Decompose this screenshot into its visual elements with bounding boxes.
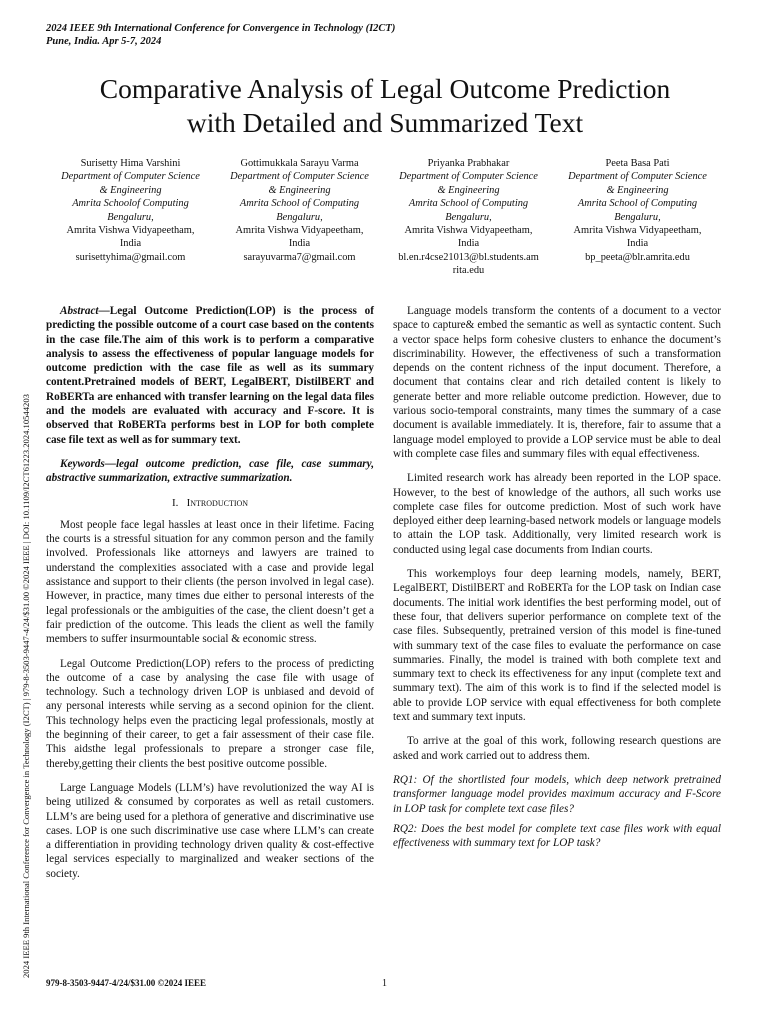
keywords <box>46 457 374 486</box>
author-dept-2: & Engineering <box>437 184 500 196</box>
author-city: Bengaluru, <box>276 211 323 223</box>
footer-isbn: 979-8-3503-9447-4/24/$31.00 ©2024 IEEE <box>46 978 206 988</box>
author-dept-2: & Engineering <box>99 184 162 196</box>
keywords-text: —legal outcome prediction, case file, case summary, abstractive summarization, extractive summarization. <box>46 457 374 485</box>
author-dept-2: & Engineering <box>268 184 331 196</box>
author-dept: Department of Computer Science <box>230 171 369 183</box>
author-institution: Amrita School of Computing <box>239 198 360 210</box>
author-name: Surisetty Hima Varshini <box>80 158 181 169</box>
author-university: Amrita Vishwa Vidyapeetham, <box>573 225 702 237</box>
author-email: bl.en.r4cse21013@bl.students.am <box>398 251 539 263</box>
paragraph: Most people face legal hassles at least once in their lifetime. Facing the courts is a stressful situation for any common person and the family involved. Professionals like attorneys and lawyers are trained to understand the complexities associated with a case and provide legal assistance and support to their clients (the person involved in legal case). However, in practice, many times due either to personal interests of the legal professionals or the ambiguities of the case, the client doesn’t get a fair prediction of the outcome. This leads the client as well the family members to suffer insurmountable social & economic stress. <box>46 518 374 646</box>
author-institution: Amrita Schoolof Computing <box>72 198 189 210</box>
abstract-label: Abstract <box>60 305 99 317</box>
author-institution: Amrita School of Computing <box>408 198 529 210</box>
author-2 <box>215 157 384 278</box>
abstract-text: —Legal Outcome Prediction(LOP) is the process of predicting the possible outcome of a court case based on the contents in the case file.The aim of this work is to perform a comparative analysis to assess the effectiveness of popular language models for outcome prediction with the case file as well as its summary content.Pretrained models of BERT, LegalBERT, DistilBERT and RoBERTa are enhanced with transfer learning on the legal data files and the models are evaluated with accuracy and F-score. It is observed that RoBERTa performs best in LOP for both complete case file text as well as for summary text. <box>46 305 374 446</box>
author-dept: Department of Computer Science <box>61 171 200 183</box>
left-column <box>46 304 374 891</box>
title-line-2: with Detailed and Summarized Text <box>186 107 584 138</box>
author-1 <box>46 157 215 278</box>
author-university: Amrita Vishwa Vidyapeetham, <box>235 225 364 237</box>
author-country: India <box>119 238 142 250</box>
section-heading-introduction <box>46 496 374 510</box>
author-email: sarayuvarma7@gmail.com <box>243 251 356 263</box>
author-email: bp_peeta@blr.amrita.edu <box>585 251 690 263</box>
paragraph: Large Language Models (LLM’s) have revolutionized the way AI is being utilized & consumed by corporates as well as retail customers. LLM’s are being used for a plethora of generative and discriminative use cases. LOP is one such discriminative use case where LLM’s can create a differentiation in providing technology driven quality & cost-effective legal services especially to marginalized and weaker sections of the society. <box>46 781 374 880</box>
paper-title <box>40 72 730 140</box>
author-3 <box>384 157 553 278</box>
author-university: Amrita Vishwa Vidyapeetham, <box>66 225 195 237</box>
sidebar-text: 2024 IEEE 9th International Conference for Convergence in Technology (I2CT) | 979-8-3503-9447-4/24/$31.00 ©2024 IEEE | DOI: 10.1109/I2CT61223.2024.10544203 <box>21 394 31 978</box>
author-city: Bengaluru, <box>614 211 661 223</box>
section-number: I. <box>171 496 179 509</box>
author-dept: Department of Computer Science <box>568 171 707 183</box>
keywords-label: Keywords <box>60 457 105 470</box>
research-question-1: RQ1: Of the shortlisted four models, which deep network pretrained transformer language model provides maximum accuracy and F-Score in LOP task for complete text case files? <box>393 773 721 815</box>
author-email: surisettyhima@gmail.com <box>75 251 186 263</box>
author-block <box>46 157 722 278</box>
author-city: Bengaluru, <box>107 211 154 223</box>
research-question-2: RQ2: Does the best model for complete text case files work with equal effectiveness with summary text for LOP task? <box>393 822 721 850</box>
paragraph: To arrive at the goal of this work, following research questions are asked and work carried out to address them. <box>393 735 721 762</box>
paragraph: Legal Outcome Prediction(LOP) refers to the process of predicting the outcome of a case by analysing the case file with usage of technology. Such a technology driven LOP is unbiased and devoid of any personal interests while serving as a second opinion for the client. This technology helps even the practicing legal professionals, mostly at the beginning of their career, to get a fair assessment of their case file. This aidsthe legal professionals to prepare a stronger case file, thereby,getting their clients the best positive outcome possible. <box>46 657 374 770</box>
paragraph: Limited research work has already been reported in the LOP space. However, to the best of knowledge of the authors, all such works use complete case files for outcome prediction. Most of such work have deployed either deep learning-based network models or language models to attain the LOP task. Additionally, very limited research work is conducted using legal case documents from Indian courts. <box>393 472 721 556</box>
conference-header <box>46 22 395 48</box>
author-name: Peeta Basa Pati <box>605 158 670 169</box>
author-country: India <box>288 238 311 250</box>
page-number: 1 <box>382 978 387 989</box>
author-dept-2: & Engineering <box>606 184 669 196</box>
author-university: Amrita Vishwa Vidyapeetham, <box>404 225 533 237</box>
author-email-cont: rita.edu <box>452 265 485 277</box>
author-dept: Department of Computer Science <box>399 171 538 183</box>
doi-sidebar <box>10 160 31 980</box>
conference-name: 2024 IEEE 9th International Conference for Convergence in Technology (I2CT) <box>46 23 396 34</box>
author-country: India <box>457 238 480 250</box>
title-line-1: Comparative Analysis of Legal Outcome Prediction <box>99 73 671 104</box>
author-institution: Amrita School of Computing <box>577 198 698 210</box>
section-title: Introduction <box>186 496 249 509</box>
author-name: Gottimukkala Sarayu Varma <box>240 158 359 169</box>
paragraph: Language models transform the contents of a document to a vector space to capture& embed the semantic as well as syntactic content. Such a vector space helps form cohesive clusters to enhance the document’s discriminability. However, the effectiveness of such a transformation depends on the content richness of the input document. Therefore, a document that contains clear and rich detailed content is likely to generate better and more reliable outcome prediction. However, due to various socio-temporal constraints, many times the summary of a case document is available immediately. It is, therefore, fair to assume that a language model employed to provide a LOP service must be able to deal with complete case files and summary files with equal effectiveness. <box>393 305 721 460</box>
right-column <box>393 304 721 856</box>
paragraph: This workemploys four deep learning models, namely, BERT, LegalBERT, DistilBERT and RoBERTa for the LOP task on Indian case documents. The initial work identifies the best performing model, out of these four, that delivers superior performance on complete text of the case files. Subsequently, pretrained version of this model is fine-tuned with summary text of the case files to evaluate the performance on case summaries. Finally, the model is trained with both complete text and summary text to check its effectiveness for any input (complete text and summary text). The aim of this work is to find if the selected model is able to provide LOP service with equal effectiveness for both complete text and summary text inputs. <box>393 568 721 724</box>
author-4 <box>553 157 722 278</box>
author-country: India <box>626 238 649 250</box>
author-name: Priyanka Prabhakar <box>427 158 510 169</box>
author-city: Bengaluru, <box>445 211 492 223</box>
conference-location: Pune, India. Apr 5-7, 2024 <box>46 36 162 47</box>
abstract <box>46 304 374 447</box>
